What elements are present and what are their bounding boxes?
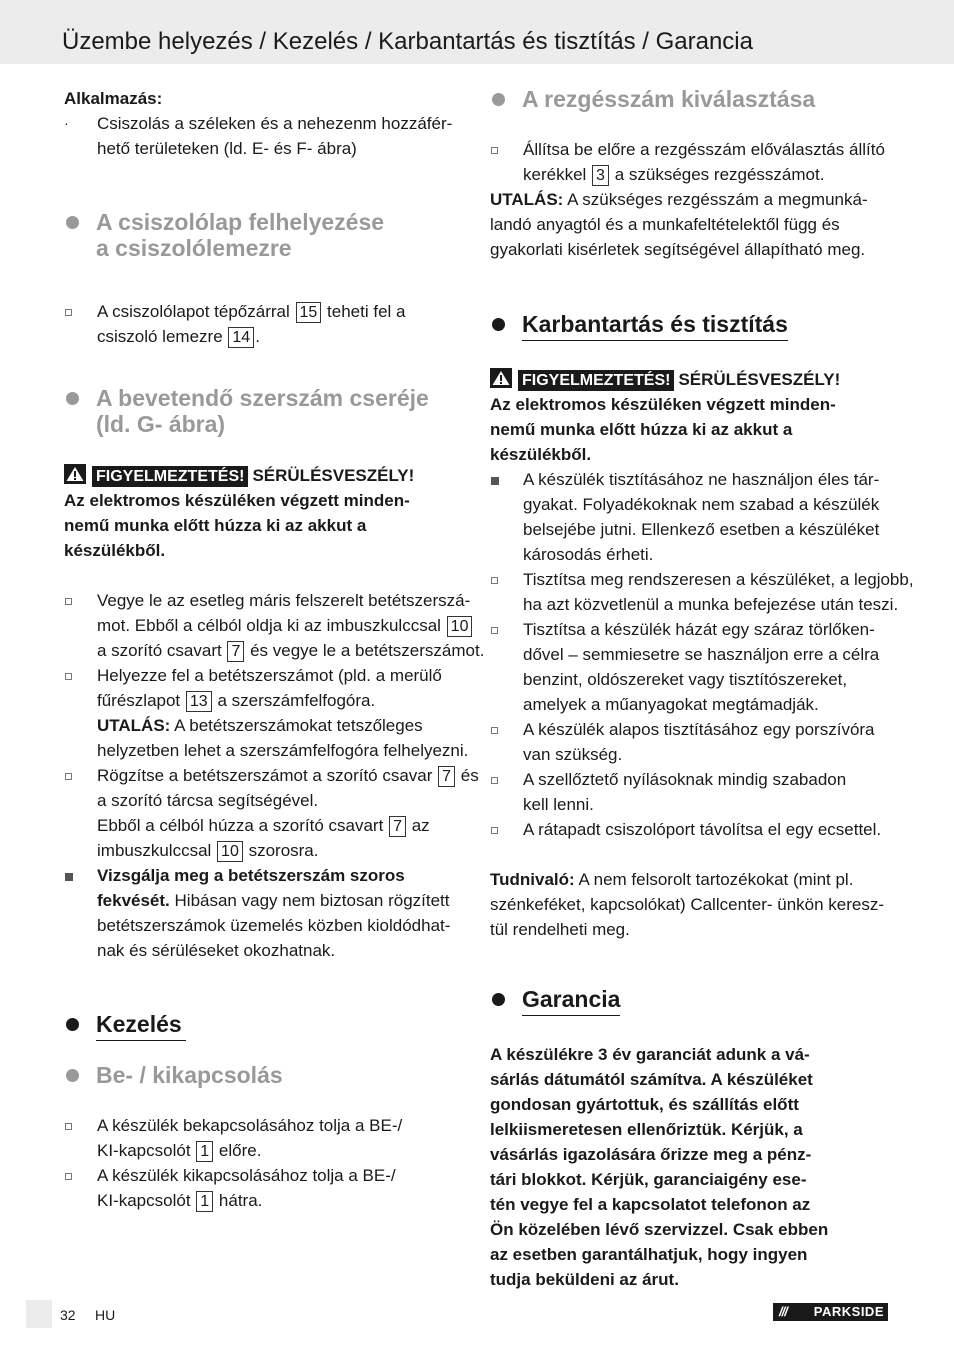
text: A szellőztető nyílásoknak mindig szabadon (523, 770, 847, 789)
warning-line (490, 367, 900, 392)
checkbox-bullet-icon (491, 577, 498, 584)
heading-bullet-icon (66, 1018, 79, 1031)
application-label: Alkalmazás: (64, 89, 163, 108)
part-ref: 10 (447, 616, 473, 637)
list-item (490, 717, 900, 767)
note-label: UTALÁS: (490, 190, 564, 209)
part-ref: 3 (592, 165, 609, 186)
text: tári blokkot. Kérjük, garanciaigény ese- (490, 1170, 807, 1189)
text: betétszerszámok üzemelés közben kioldódhat- (97, 916, 451, 935)
text: A készülék alapos tisztításához egy porszívóra (523, 720, 875, 739)
list-item (64, 663, 474, 763)
sanding-sheet-section (64, 209, 464, 349)
heading-bullet-icon (492, 993, 505, 1006)
text: Ön közelében lévő szervizzel. Csak ebben (490, 1220, 829, 1239)
text: károsodás érheti. (523, 545, 654, 564)
text: Ebből a célból húzza a szorító csavart (97, 816, 384, 835)
heading-text: A rezgésszám kiválasztása (522, 86, 816, 112)
heading-bullet-icon (66, 1069, 79, 1082)
section-heading (64, 385, 474, 437)
text: mot. Ebből a célból oldja ki az imbuszkulccsal (97, 616, 441, 635)
section-heading (490, 311, 900, 341)
list-item (490, 467, 900, 567)
list-item (490, 817, 900, 842)
warning-label: FIGYELMEZTETÉS! (92, 466, 248, 487)
brand-mark-icon: /// (779, 1304, 787, 1319)
text: tudja beküldeni az árut. (490, 1270, 679, 1289)
text: gyakat. Folyadékoknak nem szabad a készülék (523, 495, 880, 514)
text: kell lenni. (523, 795, 594, 814)
text: A készülék tisztításához ne használjon éles tár- (523, 470, 880, 489)
maintenance-section (490, 311, 914, 942)
list-item (490, 767, 900, 817)
text: vásárlás igazolására őrizze meg a pénz- (490, 1145, 812, 1164)
list-item (64, 1163, 464, 1213)
checkbox-bullet-icon (65, 673, 72, 680)
heading-line-1: A bevetendő szerszám cseréje (96, 385, 429, 411)
text: A betétszerszámokat tetszőleges (174, 716, 423, 735)
text: Tisztítsa a készülék házát egy száraz törlőken- (523, 620, 875, 639)
text: gyakorlati kisérletek segítségével állapítható meg. (490, 240, 866, 259)
text: A szükséges rezgésszám a megmunká- (567, 190, 868, 209)
text: fekvését. (97, 891, 170, 910)
text: a szerszámfelfogóra. (217, 691, 376, 710)
checkbox-bullet-icon (65, 1173, 72, 1180)
text: a szorító tárcsa segítségével. (97, 791, 319, 810)
text: Tisztítsa meg rendszeresen a készüléket, a legjobb, (523, 570, 914, 589)
text: landó anyagtól és a munkafeltételektől függ és (490, 215, 840, 234)
text: tül rendelheti meg. (490, 920, 630, 939)
text: teheti fel a (327, 302, 406, 321)
text: az (411, 816, 430, 835)
text: A rátapadt csiszolóport távolítsa el egy ecsettel. (523, 820, 882, 839)
text: szorosra. (248, 841, 319, 860)
application-line-1: Csiszolás a széleken és a nehezenm hozzáfér- (97, 114, 453, 133)
text: sárlás dátumától számítva. A készüléket (490, 1070, 813, 1089)
text: KI-kapcsolót (97, 1141, 191, 1160)
part-ref: 10 (217, 841, 243, 862)
dot-bullet: · (64, 115, 69, 131)
text: A készülék bekapcsolásához tolja a BE-/ (97, 1116, 403, 1135)
list-item (490, 567, 914, 617)
square-bullet-icon (491, 477, 499, 485)
checkbox-bullet-icon (491, 727, 498, 734)
text: van szükség. (523, 745, 623, 764)
heading-text: Kezelés (96, 1011, 186, 1041)
page-header (0, 0, 954, 64)
page-number: 32 (60, 1307, 76, 1323)
text: tén vegye fel a kapcsolatot telefonon az (490, 1195, 811, 1214)
text: A készülék kikapcsolásához tolja a BE-/ (97, 1166, 396, 1185)
list-item (490, 617, 900, 717)
part-ref: 7 (389, 816, 406, 837)
text: imbuszkulccsal (97, 841, 212, 860)
text: a szorító csavart (97, 641, 222, 660)
text: kerékkel (523, 165, 587, 184)
part-ref: 14 (228, 327, 254, 348)
list-item (64, 863, 474, 963)
vibration-section (490, 86, 890, 262)
part-ref: 1 (196, 1191, 213, 1212)
brand-name: PARKSIDE (813, 1304, 884, 1319)
heading-bullet-icon (492, 318, 505, 331)
list-item (64, 299, 464, 349)
subsection-heading (64, 1062, 464, 1088)
page-title: Üzembe helyezés / Kezelés / Karbantartás és tisztítás / Garancia (62, 28, 753, 55)
text: Rögzítse a betétszerszámot a szorító csavar (97, 766, 433, 785)
warning-triangle-icon (490, 368, 512, 388)
section-heading (64, 209, 464, 261)
text: gondosan gyártottuk, és szállítás előtt (490, 1095, 799, 1114)
page-footer (0, 1300, 954, 1330)
text: az esetben garantálhatjuk, hogy ingyen (490, 1245, 808, 1264)
note-label: UTALÁS: (97, 716, 171, 735)
page-marker (26, 1300, 52, 1328)
warning-text-1: Az elektromos készüléken végzett minden- (490, 395, 836, 414)
list-item (490, 137, 890, 187)
checkbox-bullet-icon (491, 827, 498, 834)
text: dővel – semmiesetre se használjon erre a célra (523, 645, 880, 664)
warning-text-1: Az elektromos készüléken végzett minden- (64, 491, 410, 510)
warranty-text (490, 1042, 900, 1292)
checkbox-bullet-icon (491, 147, 498, 154)
checkbox-bullet-icon (65, 598, 72, 605)
section-heading (64, 1011, 464, 1041)
square-bullet-icon (65, 873, 73, 881)
warranty-section (490, 986, 900, 1292)
text: Hibásan vagy nem biztosan rögzített (174, 891, 450, 910)
checkbox-bullet-icon (491, 777, 498, 784)
text: fűrészlapot (97, 691, 181, 710)
list-item (64, 1113, 464, 1163)
text: KI-kapcsolót (97, 1191, 191, 1210)
heading-line-2: a csiszolólemezre (96, 235, 292, 261)
part-ref: 15 (296, 302, 322, 323)
text: előre. (218, 1141, 262, 1160)
heading-bullet-icon (492, 93, 505, 106)
warning-line (64, 463, 474, 488)
text: a szükséges rezgésszámot. (614, 165, 825, 184)
warning-text-2: nemű munka előtt húzza ki az akkut a (64, 516, 367, 535)
brand-logo (773, 1303, 888, 1321)
checkbox-bullet-icon (491, 627, 498, 634)
text: lelkiismeretesen ellenőriztük. Kérjük, a (490, 1120, 803, 1139)
warning-text-3: készülékből. (490, 445, 592, 464)
text: A készülékre 3 év garanciát adunk a vá- (490, 1045, 810, 1064)
heading-bullet-icon (66, 216, 79, 229)
text: hátra. (218, 1191, 263, 1210)
list-item (64, 588, 485, 663)
heading-text: Garancia (522, 986, 620, 1016)
checkbox-bullet-icon (65, 773, 72, 780)
text: . (255, 327, 260, 346)
text: A csiszolólapot tépőzárral (97, 302, 290, 321)
text: csiszoló lemezre (97, 327, 223, 346)
heading-text: Karbantartás és tisztítás (522, 311, 788, 341)
text: benzint, oldószereket vagy tisztítószereket, (523, 670, 848, 689)
part-ref: 7 (227, 641, 244, 662)
warning-text-3: készülékből. (64, 541, 166, 560)
warning-text-2: nemű munka előtt húzza ki az akkut a (490, 420, 793, 439)
heading-line-2: (ld. G- ábra) (96, 411, 226, 437)
part-ref: 7 (438, 766, 455, 787)
heading-text: Be- / kikapcsolás (96, 1062, 283, 1088)
info-label: Tudnivaló: (490, 870, 575, 889)
list-item (64, 763, 479, 863)
heading-bullet-icon (66, 392, 79, 405)
page-language: HU (95, 1307, 116, 1323)
list-item (64, 111, 464, 161)
text: helyzetben lehet a szerszámfelfogóra felhelyezni. (97, 741, 469, 760)
text: Helyezze fel a betétszerszámot (pld. a merülő (97, 666, 442, 685)
text: nak és sérüléseket okozhatnak. (97, 941, 336, 960)
text: amelyek a műanyagokat megtámadják. (523, 695, 819, 714)
text: Vizsgálja meg a betétszerszám szoros (97, 866, 405, 885)
text: Vegye le az esetleg máris felszerelt betétszerszá- (97, 591, 471, 610)
text: szénkeféket, kapcsolókat) Callcenter- ünkön keresz- (490, 895, 885, 914)
warning-label: FIGYELMEZTETÉS! (518, 370, 674, 391)
text: A nem felsorolt tartozékokat (mint pl. (578, 870, 854, 889)
warning-title: SÉRÜLÉSVESZÉLY! (252, 466, 415, 485)
text: ha azt közvetlenül a munka befejezése után teszi. (523, 595, 899, 614)
part-ref: 13 (186, 691, 212, 712)
operation-section (64, 1011, 464, 1213)
part-ref: 1 (196, 1141, 213, 1162)
section-heading (490, 986, 900, 1016)
heading-line-1: A csiszolólap felhelyezése (96, 209, 385, 235)
application-section (64, 86, 464, 161)
checkbox-bullet-icon (65, 309, 72, 316)
tool-change-section (64, 385, 485, 963)
section-heading (490, 86, 890, 112)
warning-title: SÉRÜLÉSVESZÉLY! (678, 370, 841, 389)
text: és vegye le a betétszerszámot. (250, 641, 485, 660)
application-line-2: hető területeken (ld. E- és F- ábra) (97, 139, 357, 158)
warning-triangle-icon (64, 464, 86, 484)
text: és (460, 766, 479, 785)
text: belsejébe jutni. Ellenkező esetben a készüléket (523, 520, 880, 539)
text: Állítsa be előre a rezgésszám előválasztás állító (523, 140, 885, 159)
checkbox-bullet-icon (65, 1123, 72, 1130)
